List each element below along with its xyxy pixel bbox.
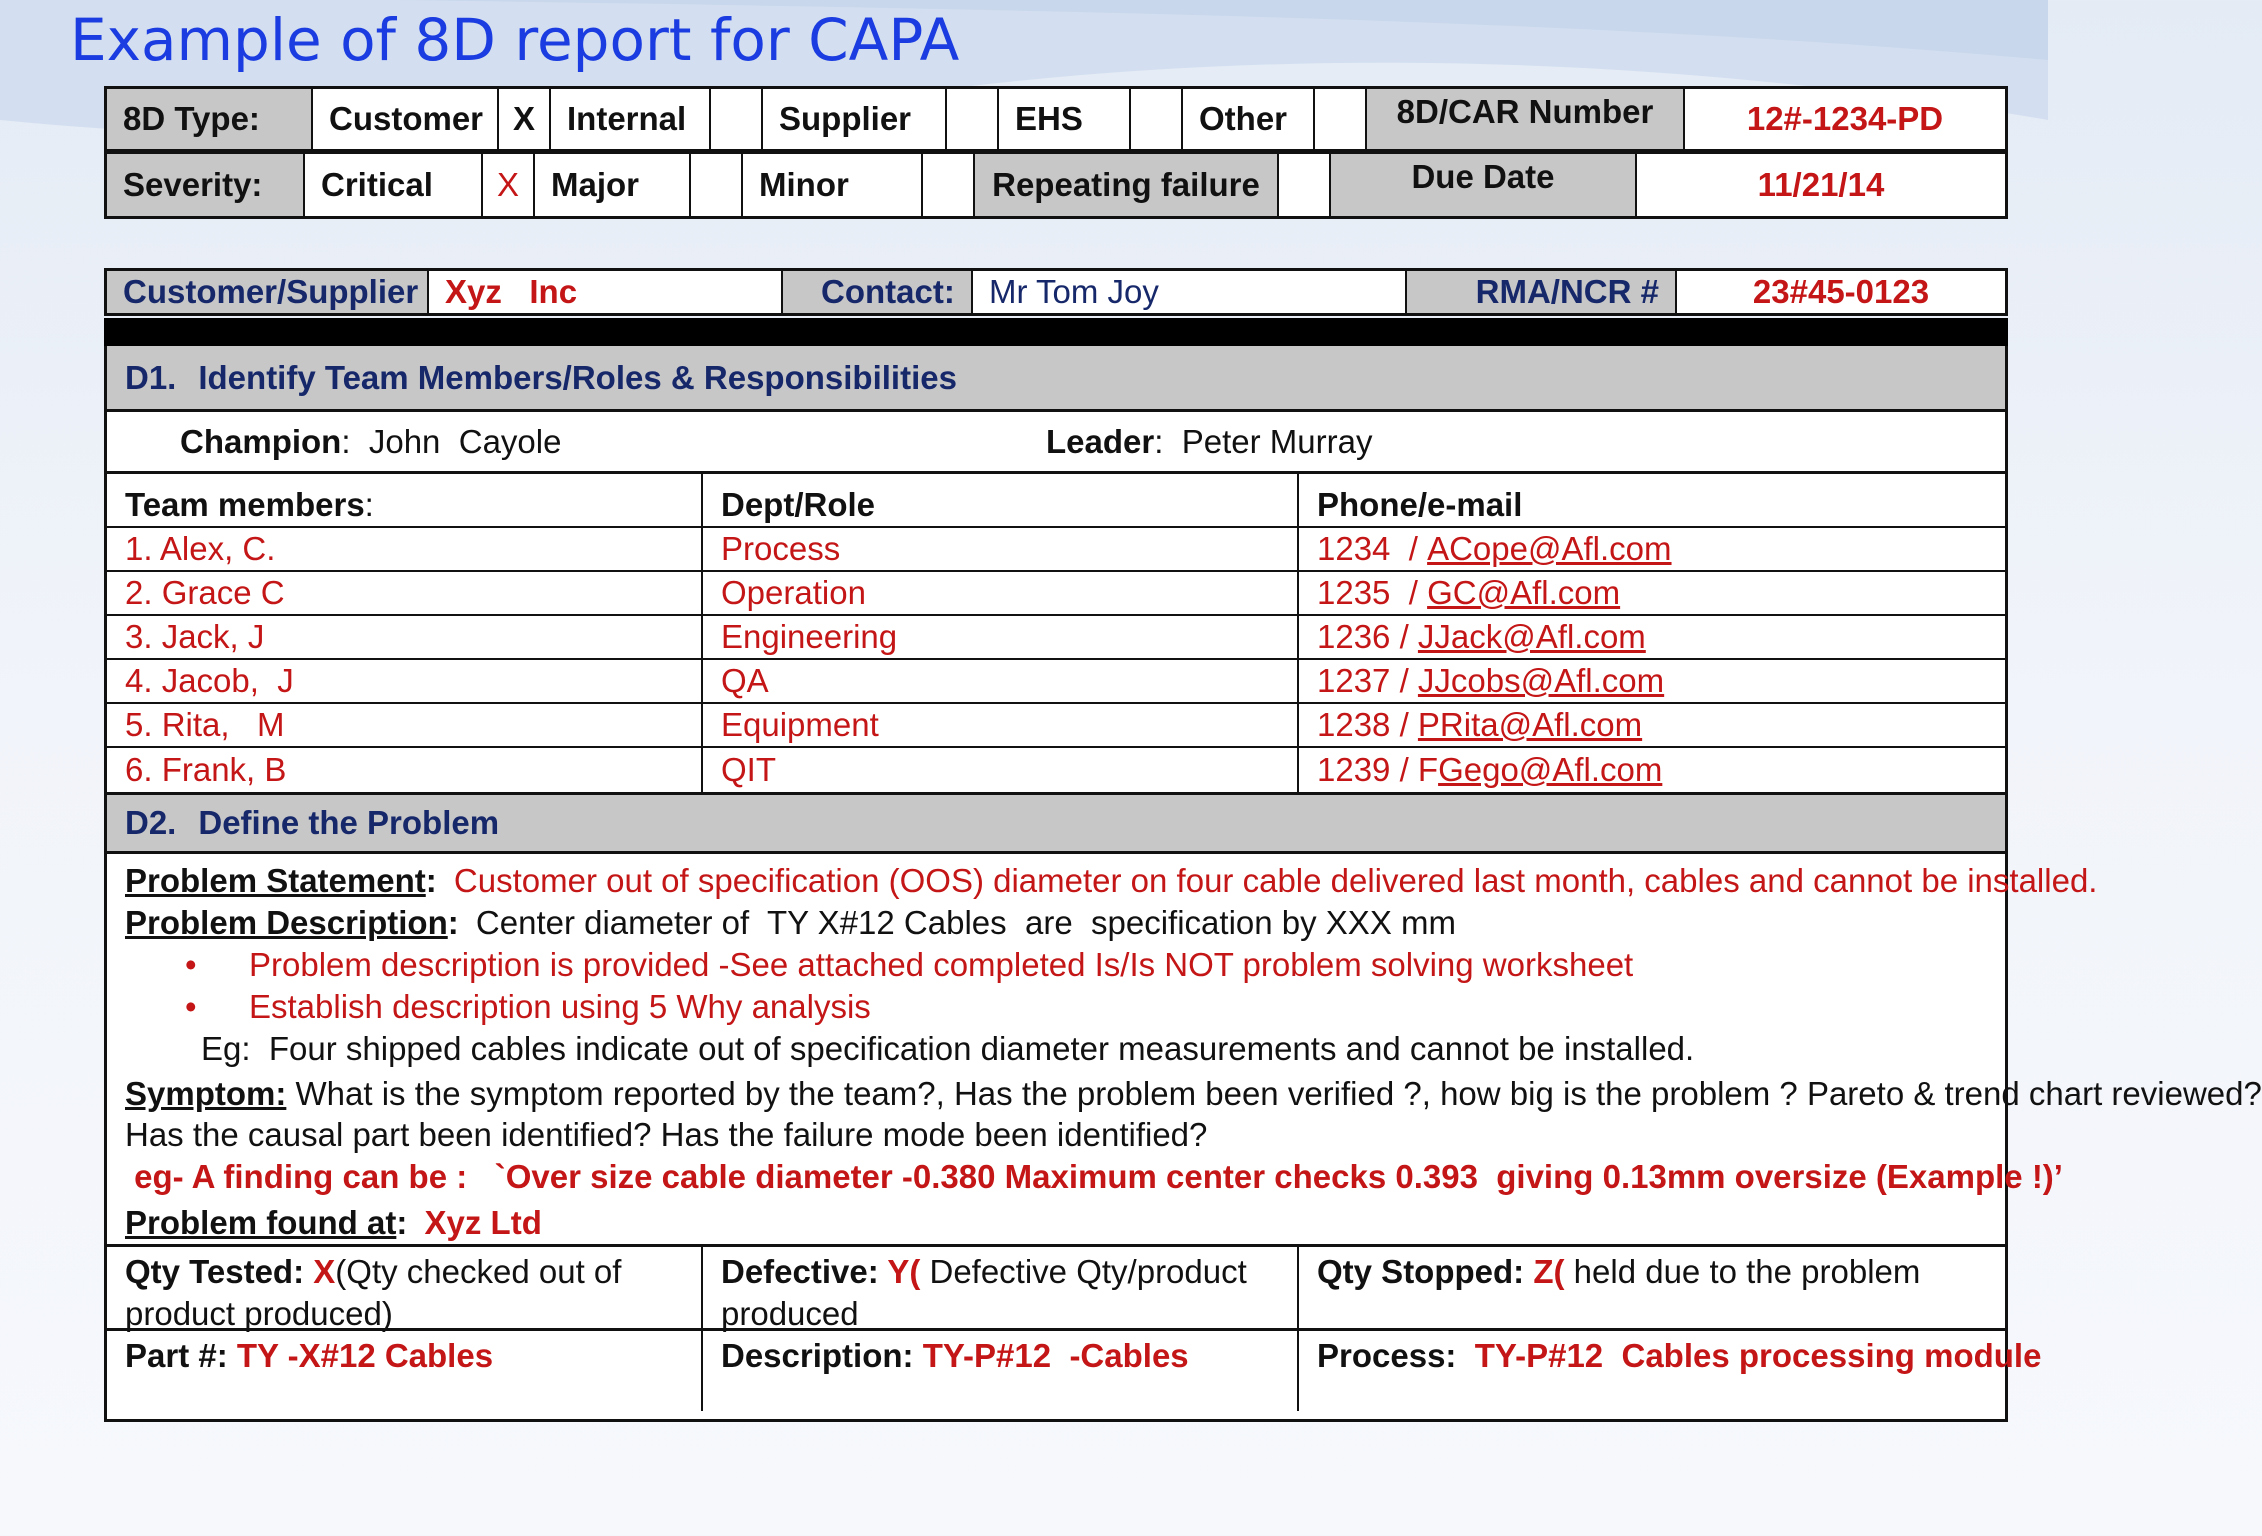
member-role: Engineering xyxy=(703,616,1299,660)
leader-value: : Peter Murray xyxy=(1154,422,1373,460)
bullet-icon: • xyxy=(185,946,197,983)
member-role: QIT xyxy=(703,748,1299,792)
qty-stopped-cell: Qty Stopped: Z( held due to the problem xyxy=(1299,1247,2005,1331)
severity-table xyxy=(104,151,2008,219)
separator-bar xyxy=(104,318,2008,346)
type-option-supplier: Supplier xyxy=(763,89,947,149)
email-link[interactable]: Gego@Afl.com xyxy=(1438,751,1663,788)
type-checkbox-ehs[interactable] xyxy=(1131,89,1183,149)
member-role: Process xyxy=(703,528,1299,572)
d-section-table xyxy=(104,346,2262,1422)
problem-found-at: Problem found at: Xyz Ltd xyxy=(125,1204,542,1241)
rma-value: 23#45-0123 xyxy=(1752,273,1930,310)
part-cell: Part #: TY -X#12 Cables xyxy=(107,1331,703,1411)
champion-row xyxy=(107,412,2005,474)
champion-label: Champion xyxy=(180,422,342,460)
customer-label: Customer/Supplier xyxy=(107,271,429,313)
quantity-row xyxy=(107,1247,2005,1331)
member-name: 4. Jacob, J xyxy=(107,660,703,704)
defective-cell: Defective: Y( Defective Qty/product produced xyxy=(703,1247,1299,1331)
email-link[interactable]: JJcobs@Afl.com xyxy=(1417,662,1665,699)
description-cell: Description: TY-P#12 -Cables xyxy=(703,1331,1299,1411)
member-name: 6. Frank, B xyxy=(107,748,703,792)
qty-tested-cell: Qty Tested: X(Qty checked out of product produced) xyxy=(107,1247,703,1331)
problem-description: Problem Description: Center diameter of TY X#12 Cables are specification by XXX mm xyxy=(125,904,1456,941)
problem-statement: Problem Statement: Customer out of specification (OOS) diameter on four cable delivered last month, cables and cannot be installed. xyxy=(125,862,2098,899)
customer-table xyxy=(104,268,2008,316)
customer-value: Xyz Inc xyxy=(429,271,783,313)
contact-value: Mr Tom Joy xyxy=(973,271,1407,313)
problem-found-value: Xyz Ltd xyxy=(424,1204,542,1241)
team-members-table xyxy=(107,474,2005,792)
severity-checkbox-repeating[interactable] xyxy=(1279,154,1331,216)
col-header-phone-email: Phone/e-mail xyxy=(1299,474,2005,528)
page-title: Example of 8D report for CAPA xyxy=(70,6,960,74)
symptom-line-2: Has the causal part been identified? Has the failure mode been identified? xyxy=(125,1116,1208,1153)
email-link[interactable]: ACope@Afl.com xyxy=(1427,530,1672,567)
contact-label: Contact: xyxy=(783,271,973,313)
type-checkbox-internal[interactable] xyxy=(711,89,763,149)
d2-title: Define the Problem xyxy=(198,804,500,841)
d1-number: D1. xyxy=(125,358,177,396)
member-contact: 1234 / ACope@Afl.com xyxy=(1299,528,2005,572)
car-number-label: 8D/CAR Number xyxy=(1367,89,1685,149)
due-date-value: 11/21/14 xyxy=(1757,166,1885,203)
severity-checkbox-critical[interactable]: X xyxy=(483,154,535,216)
type-label: 8D Type: xyxy=(107,89,313,149)
severity-label: Severity: xyxy=(107,154,305,216)
finding-example: eg- A finding can be : `Over size cable diameter -0.380 Maximum center checks 0.393 giving 0.13mm oversize (Example !)’ xyxy=(125,1158,2063,1195)
d1-title: Identify Team Members/Roles & Responsibilities xyxy=(198,358,957,396)
leader-label: Leader xyxy=(1046,422,1155,460)
email-link[interactable]: PRita@Afl.com xyxy=(1417,706,1643,743)
member-role: Operation xyxy=(703,572,1299,616)
member-contact: 1235 / GC@Afl.com xyxy=(1299,572,2005,616)
type-option-internal: Internal xyxy=(551,89,711,149)
severity-checkbox-minor[interactable] xyxy=(923,154,975,216)
member-name: 1. Alex, C. xyxy=(107,528,703,572)
type-option-other: Other xyxy=(1183,89,1315,149)
bullet-item: • Establish description using 5 Why analysis xyxy=(125,986,2005,1028)
col-header-dept-role: Dept/Role xyxy=(703,474,1299,528)
severity-option-minor: Minor xyxy=(743,154,923,216)
type-table xyxy=(104,86,2008,152)
type-option-ehs: EHS xyxy=(999,89,1131,149)
type-checkbox-supplier[interactable] xyxy=(947,89,999,149)
problem-found-label: Problem found at xyxy=(125,1204,397,1241)
member-name: 5. Rita, M xyxy=(107,704,703,748)
problem-statement-value: Customer out of specification (OOS) diameter on four cable delivered last month, cables and cannot be installed. xyxy=(453,862,2098,899)
car-number-value: 12#-1234-PD xyxy=(1746,100,1944,137)
type-checkbox-other[interactable] xyxy=(1315,89,1367,149)
champion-value: : John Cayole xyxy=(341,422,562,460)
d2-problem-body xyxy=(107,854,2262,1247)
bullet-icon: • xyxy=(185,988,197,1025)
due-date-label: Due Date xyxy=(1331,154,1637,216)
d2-header xyxy=(107,792,2005,854)
member-role: QA xyxy=(703,660,1299,704)
member-contact: 1239 / F Gego@Afl.com xyxy=(1317,751,1663,788)
email-link[interactable]: GC@Afl.com xyxy=(1427,574,1621,611)
type-checkbox-customer[interactable]: X xyxy=(499,89,551,149)
process-cell: Process: TY-P#12 Cables processing module xyxy=(1317,1337,2042,1374)
part-row xyxy=(107,1331,2042,1411)
member-contact: 1237 / JJcobs@Afl.com xyxy=(1299,660,2005,704)
member-contact: 1238 / PRita@Afl.com xyxy=(1299,704,2005,748)
problem-description-label: Problem Description xyxy=(125,904,448,941)
member-name: 2. Grace C xyxy=(107,572,703,616)
severity-option-major: Major xyxy=(535,154,691,216)
problem-statement-label: Problem Statement xyxy=(125,862,426,899)
severity-option-critical: Critical xyxy=(305,154,483,216)
symptom-label: Symptom: xyxy=(125,1075,287,1112)
member-name: 3. Jack, J xyxy=(107,616,703,660)
severity-option-repeating: Repeating failure xyxy=(975,154,1279,216)
rma-label: RMA/NCR # xyxy=(1407,271,1677,313)
bullet-item: • Problem description is provided -See attached completed Is/Is NOT problem solving worksheet xyxy=(125,944,2005,986)
problem-description-value: Center diameter of TY X#12 Cables are specification by XXX mm xyxy=(475,904,1456,941)
member-role: Equipment xyxy=(703,704,1299,748)
severity-checkbox-major[interactable] xyxy=(691,154,743,216)
member-contact: 1236 / JJack@Afl.com xyxy=(1299,616,2005,660)
symptom-line-1: Symptom: What is the symptom reported by the team?, Has the problem been verified ?, how big is the problem ? Pareto & trend chart reviewed? xyxy=(125,1075,2262,1112)
type-option-customer: Customer xyxy=(313,89,499,149)
col-header-team-members: Team members : xyxy=(107,474,703,528)
email-link[interactable]: JJack@Afl.com xyxy=(1417,618,1646,655)
problem-example: Eg: Four shipped cables indicate out of specification diameter measurements and cannot be installed. xyxy=(201,1030,1695,1067)
d2-number: D2. xyxy=(125,804,177,841)
